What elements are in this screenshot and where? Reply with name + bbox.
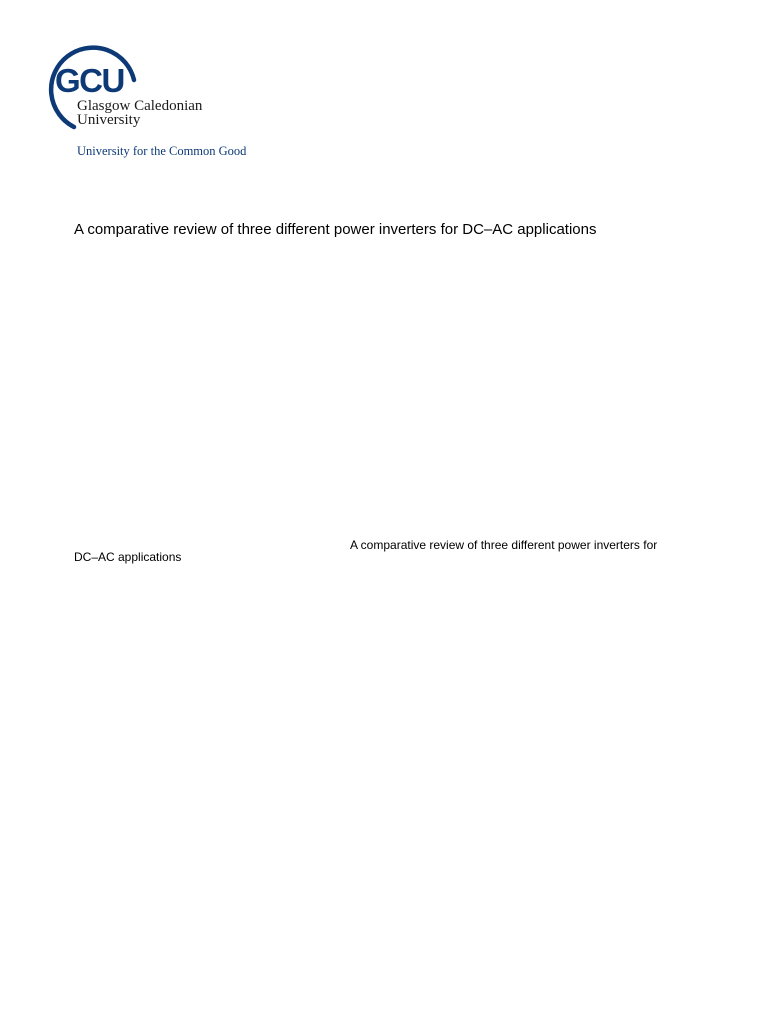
document-title: A comparative review of three different power inverters for DC–AC applications <box>74 221 597 238</box>
running-title-line-1: A comparative review of three different power inverters for <box>350 538 658 552</box>
logo-tagline: University for the Common Good <box>77 144 247 158</box>
gcu-logo <box>44 42 284 167</box>
logo-acronym: GCU <box>55 62 124 99</box>
running-title-line-2: DC–AC applications <box>74 550 182 564</box>
logo-name-line-1: Glasgow Caledonian <box>77 98 203 114</box>
logo-name-line-2: University <box>77 112 141 128</box>
